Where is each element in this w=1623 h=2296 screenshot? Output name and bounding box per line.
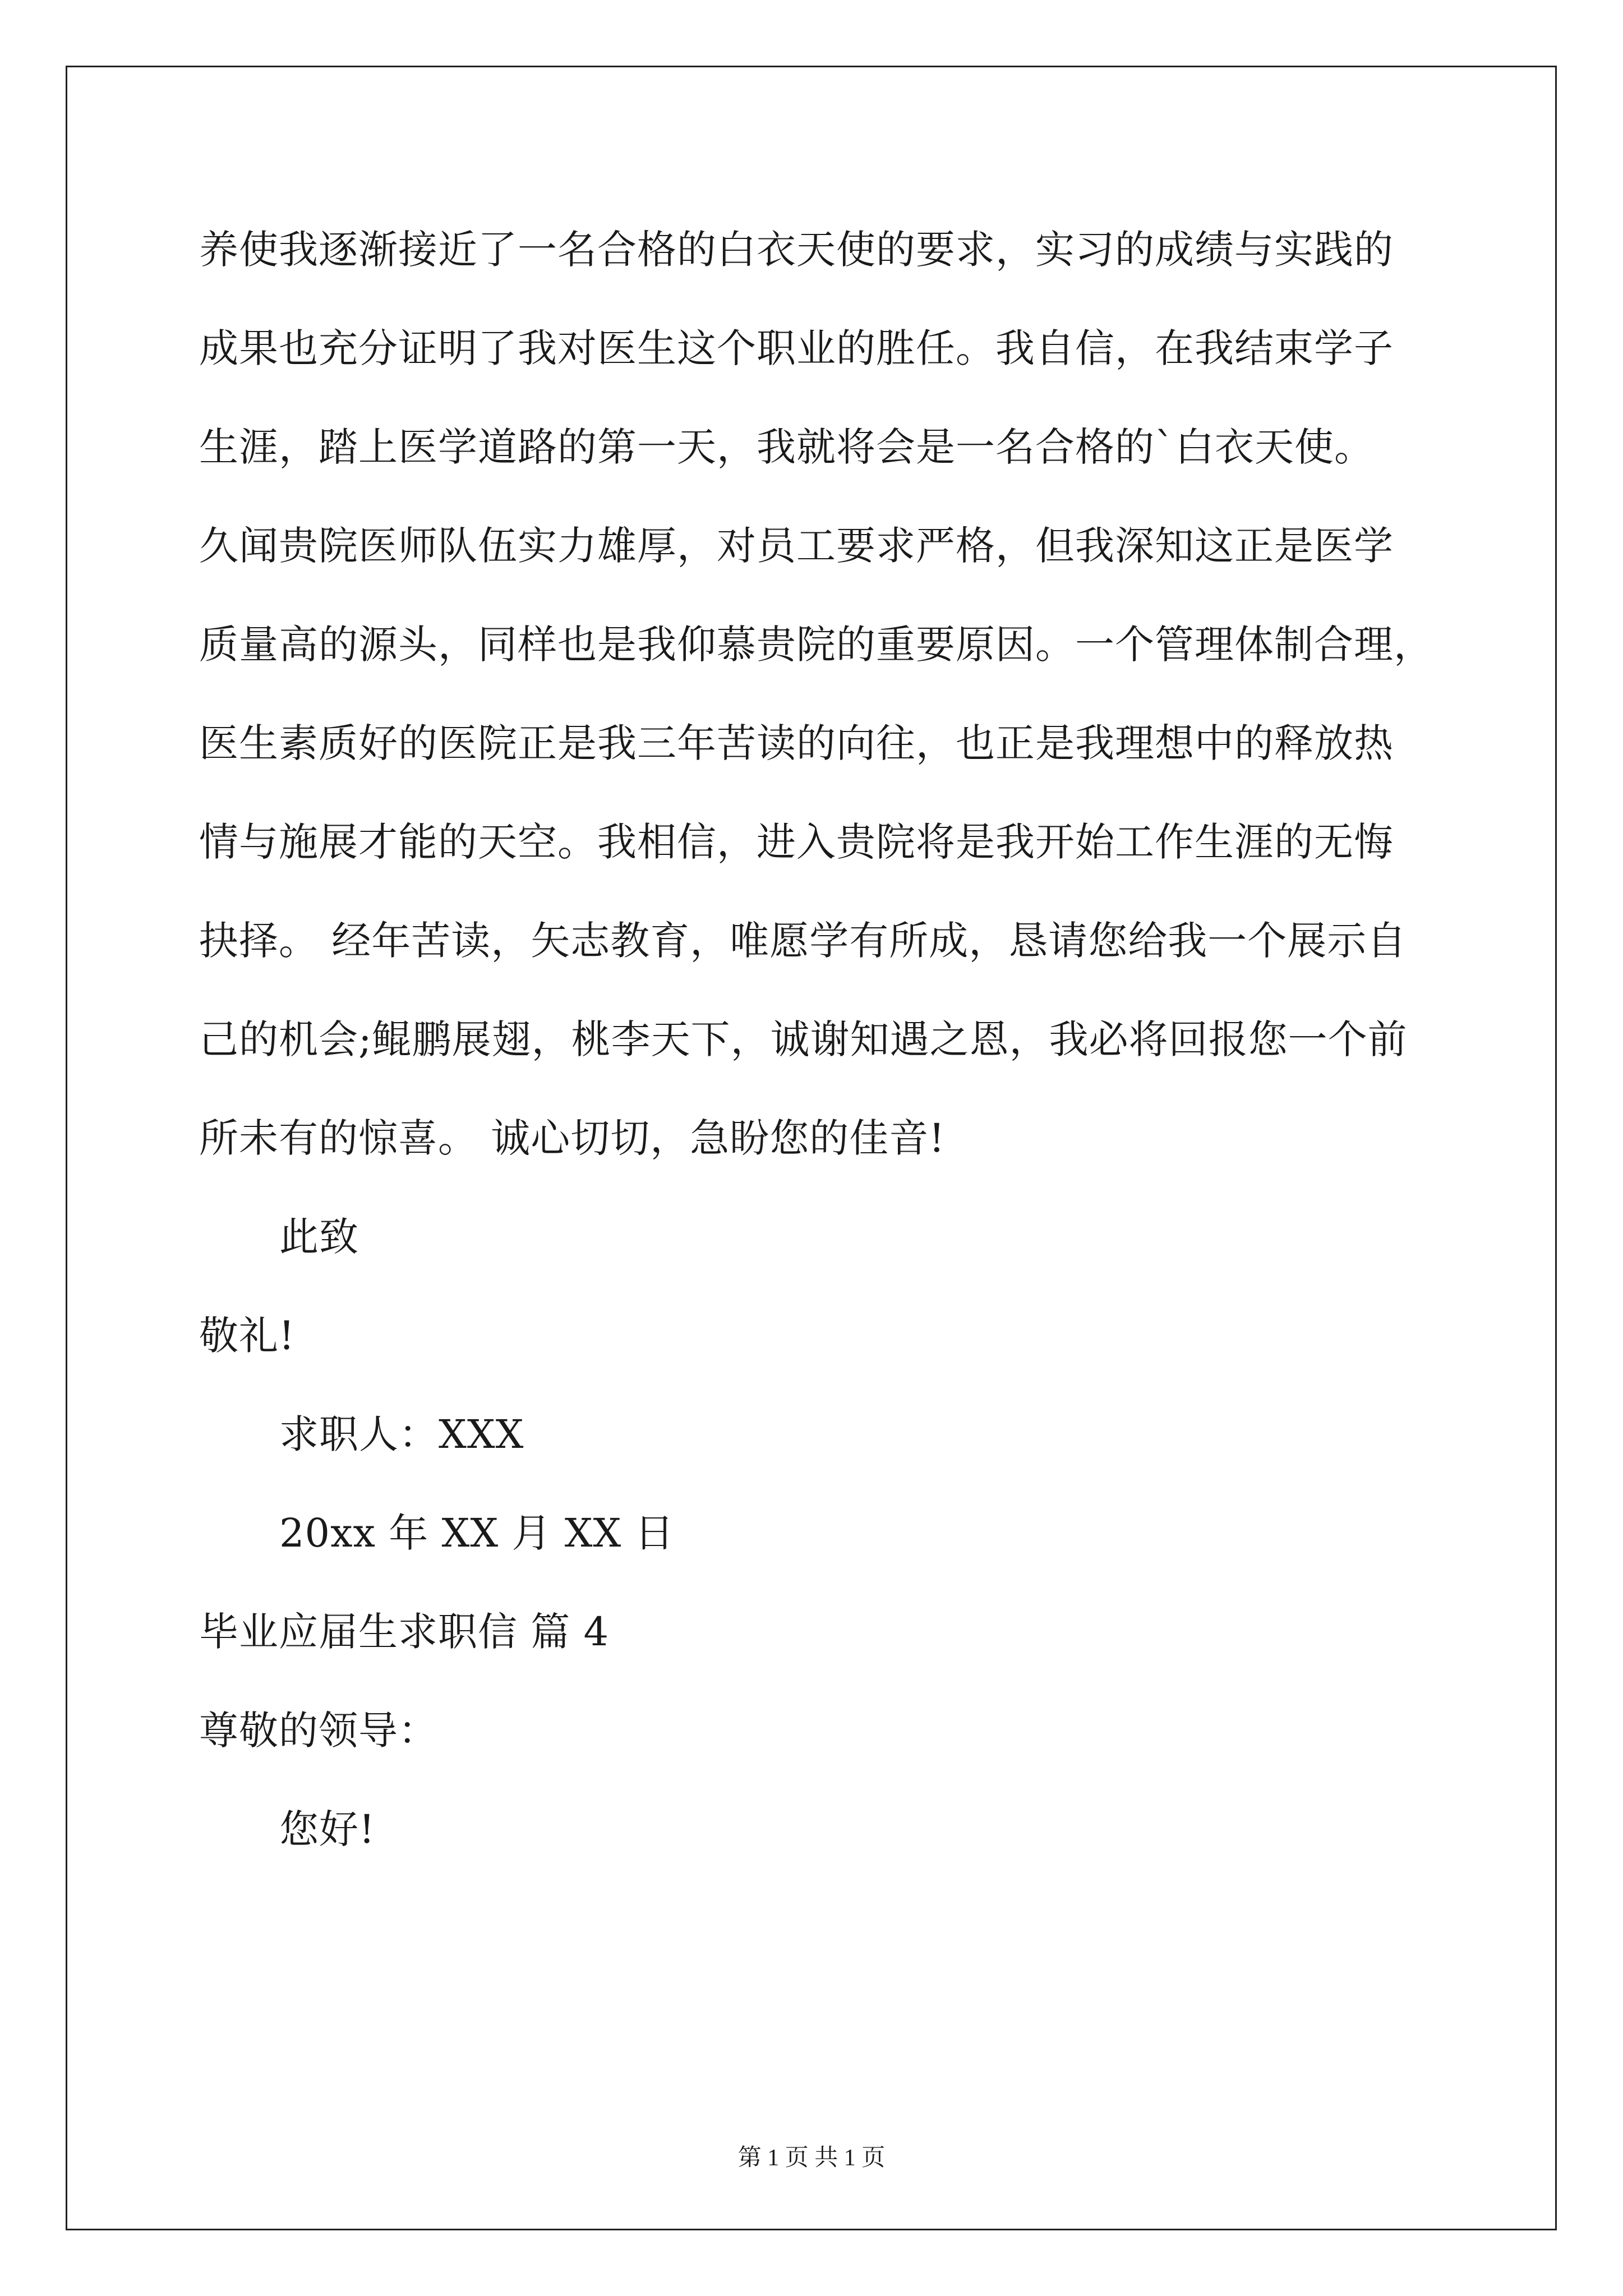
page-footer: 第 1 页 共 1 页 <box>737 2145 886 2171</box>
paragraph-line: 情与施展才能的天空。我相信，进入贵院将是我开始工作生涯的无悔 <box>199 819 1394 865</box>
section-title: 毕业应届生求职信 篇 4 <box>199 1609 610 1655</box>
closing-salute: 此致 <box>279 1214 359 1260</box>
paragraph-line: 医生素质好的医院正是我三年苦读的向往，也正是我理想中的释放热 <box>199 720 1394 766</box>
paragraph-line: 生涯，踏上医学道路的第一天，我就将会是一名合格的`白衣天使。 <box>199 424 1374 470</box>
letter-date: 20xx 年 XX 月 XX 日 <box>279 1510 675 1556</box>
paragraph-line: 成果也充分证明了我对医生这个职业的胜任。我自信，在我结束学子 <box>199 325 1394 371</box>
hello: 您好! <box>279 1806 376 1852</box>
regards: 敬礼! <box>199 1313 296 1359</box>
paragraph-line: 养使我逐渐接近了一名合格的白衣天使的要求，实习的成绩与实践的 <box>199 227 1394 273</box>
paragraph-line: 所未有的惊喜。 诚心切切，急盼您的佳音! <box>199 1115 946 1161</box>
greeting: 尊敬的领导： <box>199 1708 438 1754</box>
paragraph-line: 久闻贵院医师队伍实力雄厚，对员工要求严格，但我深知这正是医学 <box>199 523 1394 569</box>
paragraph-line: 己的机会;鲲鹏展翅，桃李天下，诚谢知遇之恩，我必将回报您一个前 <box>199 1016 1408 1062</box>
paragraph-line: 质量高的源头，同样也是我仰慕贵院的重要原因。一个管理体制合理， <box>199 622 1433 668</box>
paragraph-line: 抉择。 经年苦读，矢志教育，唯愿学有所成，恳请您给我一个展示自 <box>199 918 1407 964</box>
applicant-signature: 求职人：XXX <box>279 1411 524 1457</box>
